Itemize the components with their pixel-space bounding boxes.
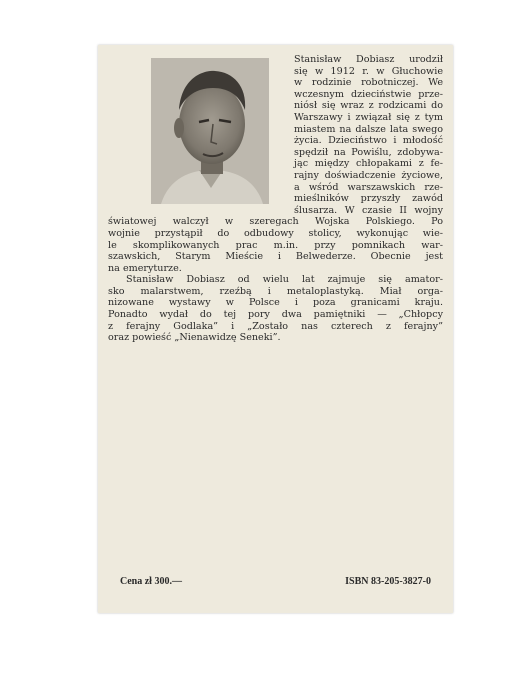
bio-line: wczesnym dzieciństwie prze- xyxy=(294,88,443,100)
bio-line: a wśród warszawskich rze- xyxy=(294,181,443,193)
bio-line: Stanisław Dobiasz od wielu lat zajmuje się amator- xyxy=(126,274,443,286)
bio-line: niósł się wraz z rodzicami do xyxy=(294,100,443,112)
bio-line: ślusarza. W czasie II wojny xyxy=(294,204,443,216)
bio-line: życia. Dzieciństwo i młodość xyxy=(294,135,443,147)
bio-line: Stanisław Dobiasz urodził xyxy=(294,54,443,65)
bio-line: Warszawy i związał się z tym xyxy=(294,111,443,123)
isbn-label: ISBN 83-205-3827-0 xyxy=(345,576,431,587)
book-back-cover xyxy=(98,45,453,613)
bio-line: oraz powieść „Nienawidzę Seneki”. xyxy=(108,332,281,344)
bio-line: się w 1912 r. w Głuchowie xyxy=(294,65,443,77)
bio-line: na emeryturze. xyxy=(108,262,182,274)
bio-line: sko malarstwem, rzeźbą i metaloplastyką. Miał orga- xyxy=(108,285,443,297)
bio-line: nizowane wystawy w Polsce i poza granicami kraju. xyxy=(108,297,443,309)
bio-line: rajny doświadczenie życiowe, xyxy=(294,169,443,181)
bio-line: Ponadto wydał do tej pory dwa pamiętniki — „Chłopcy xyxy=(108,309,443,321)
bio-line: miastem na dalsze lata swego xyxy=(294,123,443,135)
bio-line: jąc między chłopakami z fe- xyxy=(294,158,443,170)
bio-line: wojnie przystąpił do odbudowy stolicy, wykonując wie- xyxy=(108,227,443,239)
bio-line: z ferajny Godlaka” i „Zostało nas czterech z ferajny” xyxy=(108,320,443,332)
bio-line: szawskich, Starym Mieście i Belwederze. Obecnie jest xyxy=(108,251,443,263)
author-biography xyxy=(108,54,443,344)
bio-line: światowej walczył w szeregach Wojska Polskiego. Po xyxy=(108,216,443,228)
bio-line: w rodzinie robotniczej. We xyxy=(294,77,443,89)
price-label: Cena zł 300.— xyxy=(120,576,182,587)
bio-line: spędził na Powiślu, zdobywa- xyxy=(294,146,443,158)
bio-line: le skomplikowanych prac m.in. przy pomnikach war- xyxy=(108,239,443,251)
bio-line: mieślników przyszły zawód xyxy=(294,193,443,205)
